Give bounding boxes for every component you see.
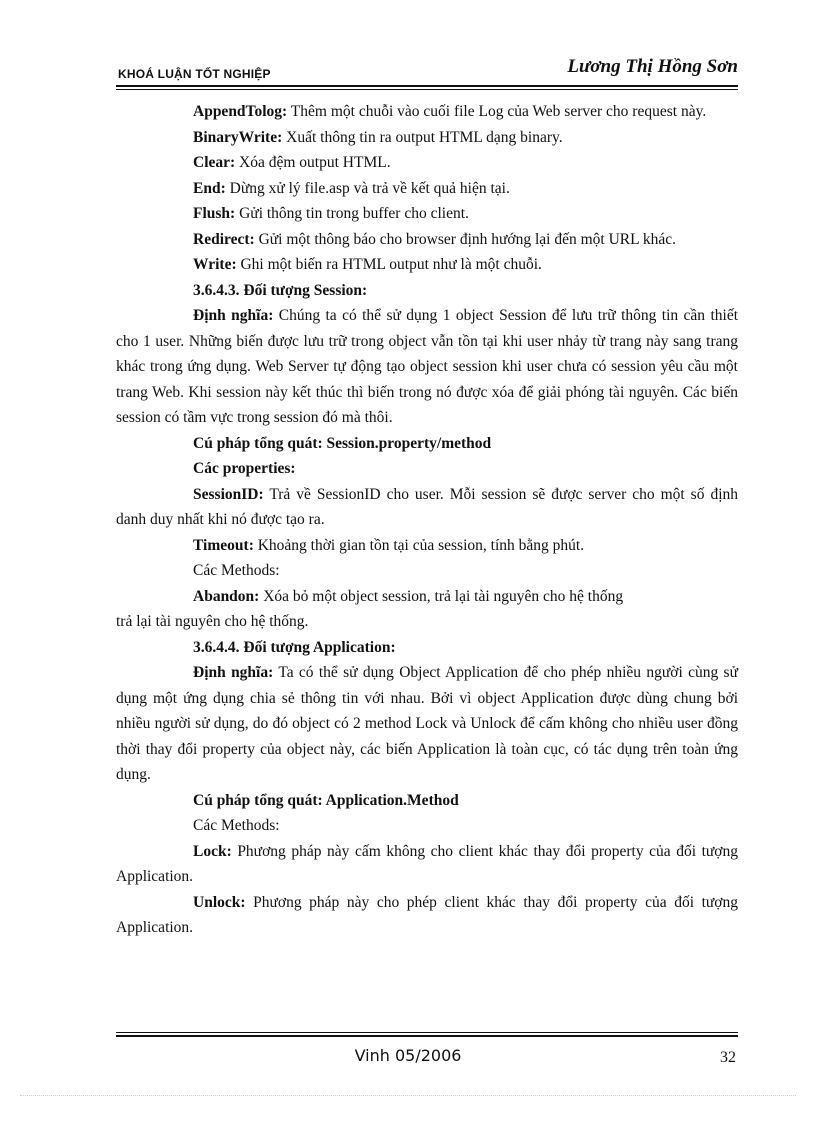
section-heading-session: 3.6.4.3. Đối tượng Session:	[193, 281, 368, 299]
paragraph-lock	[116, 839, 738, 890]
term: Write:	[193, 256, 237, 273]
description: Trả về SessionID cho user. Mỗi session sẽ được server cho một số định danh duy nhất khi nó được tạo ra.	[116, 485, 738, 528]
paragraph-appendtolog	[116, 99, 738, 125]
term: AppendTolog:	[193, 103, 288, 120]
paragraph-sessionid	[116, 482, 738, 533]
description: Khoảng thời gian tồn tại của session, tính bằng phút.	[253, 536, 585, 554]
description: Xóa đệm output HTML.	[235, 154, 391, 171]
footer-date: Vinh 05/2006	[354, 1046, 462, 1065]
header-title: KHOÁ LUẬN TỐT NGHIỆP	[118, 67, 271, 81]
footer-rule-thin	[116, 1032, 738, 1033]
term: Clear:	[193, 154, 236, 171]
term: End:	[193, 179, 226, 197]
description: Phương pháp này cho phép client khác thay đổi property của đối tượng Application.	[116, 893, 738, 936]
description: Phương pháp này cấm không cho client khác thay đổi property của đối tượng Application.	[116, 842, 738, 885]
description: Dừng xử lý file.asp và trả về kết quả hiện tại.	[225, 179, 510, 197]
description: Ta có thể sử dụng Object Application để cho phép nhiều người cùng sử dụng một ứng dụng chia sẻ thông tin với nhau. Bởi vì object Application được dùng chung bởi nhiều người sử dụng, do đó object có 2 method Lock và Unlock để cấm không cho nhiều user đồng thời thay đổi property của object này, các biến Application là toàn cục, có tác dụng trên toàn ứng dụng.	[116, 664, 738, 783]
header-rule-thin	[116, 89, 738, 90]
session-methods-heading: Các Methods:	[193, 562, 280, 579]
section-heading-application: 3.6.4.4. Đối tượng Application:	[193, 638, 396, 656]
paragraph-binarywrite	[116, 125, 738, 151]
footer-rule-thick	[116, 1035, 738, 1037]
term: Định nghĩa:	[193, 664, 274, 681]
header-author: Lương Thị Hồng Sơn	[567, 56, 738, 77]
session-syntax: Cú pháp tổng quát: Session.property/method	[193, 434, 492, 452]
header-rule-thick	[116, 85, 738, 87]
term: Lock:	[193, 842, 232, 860]
term: Timeout:	[193, 536, 254, 554]
paragraph-application-definition	[116, 660, 738, 788]
paragraph-end	[116, 176, 738, 202]
paragraph-timeout	[116, 533, 738, 559]
page-header	[116, 58, 738, 86]
application-syntax: Cú pháp tổng quát: Application.Method	[193, 791, 459, 809]
description: Gửi một thông báo cho browser định hướng lại đến một URL khác.	[254, 230, 677, 248]
session-properties-heading: Các properties:	[193, 460, 296, 477]
term: Abandon:	[193, 587, 260, 605]
description: Gửi thông tin trong buffer cho client.	[235, 205, 469, 222]
description: Thêm một chuỗi vào cuối file Log của Web server cho request này.	[287, 103, 707, 120]
page-number: 32	[720, 1049, 736, 1066]
paragraph-abandon-continued: trả lại tài nguyên cho hệ thống.	[116, 613, 309, 630]
description: Ghi một biến ra HTML output như là một chuỗi.	[236, 256, 542, 273]
term: SessionID:	[193, 485, 264, 503]
paragraph-redirect	[116, 227, 738, 253]
description: Xuất thông tin ra output HTML dạng binary.	[282, 128, 563, 146]
term: Định nghĩa:	[193, 307, 274, 324]
description: Xóa bỏ một object session, trả lại tài nguyên cho hệ thống	[259, 587, 624, 605]
term: Flush:	[193, 205, 236, 222]
paragraph-write	[116, 252, 738, 278]
paragraph-flush	[116, 201, 738, 227]
description: Chúng ta có thể sử dụng 1 object Session để lưu trữ thông tin cần thiết cho 1 user. Những biến được lưu trữ trong object vẫn tồn tại khi user nhảy từ trang này sang trang khác trong ứng dụng. Web Server tự động tạo object session khi user chưa có session yêu cầu một trang Web. Khi session này kết thúc thì biến trong nó được xóa để giải phóng tài nguyên. Các biến session có tầm vực trong session đó mà thôi.	[116, 307, 738, 426]
page-edge-divider	[20, 1095, 796, 1096]
paragraph-abandon	[116, 584, 738, 610]
paragraph-unlock	[116, 890, 738, 941]
term: BinaryWrite:	[193, 128, 283, 146]
term: Unlock:	[193, 893, 246, 911]
page-body	[116, 99, 738, 941]
term: Redirect:	[193, 230, 255, 248]
paragraph-clear	[116, 150, 738, 176]
paragraph-session-definition	[116, 303, 738, 431]
application-methods-heading: Các Methods:	[193, 817, 280, 834]
